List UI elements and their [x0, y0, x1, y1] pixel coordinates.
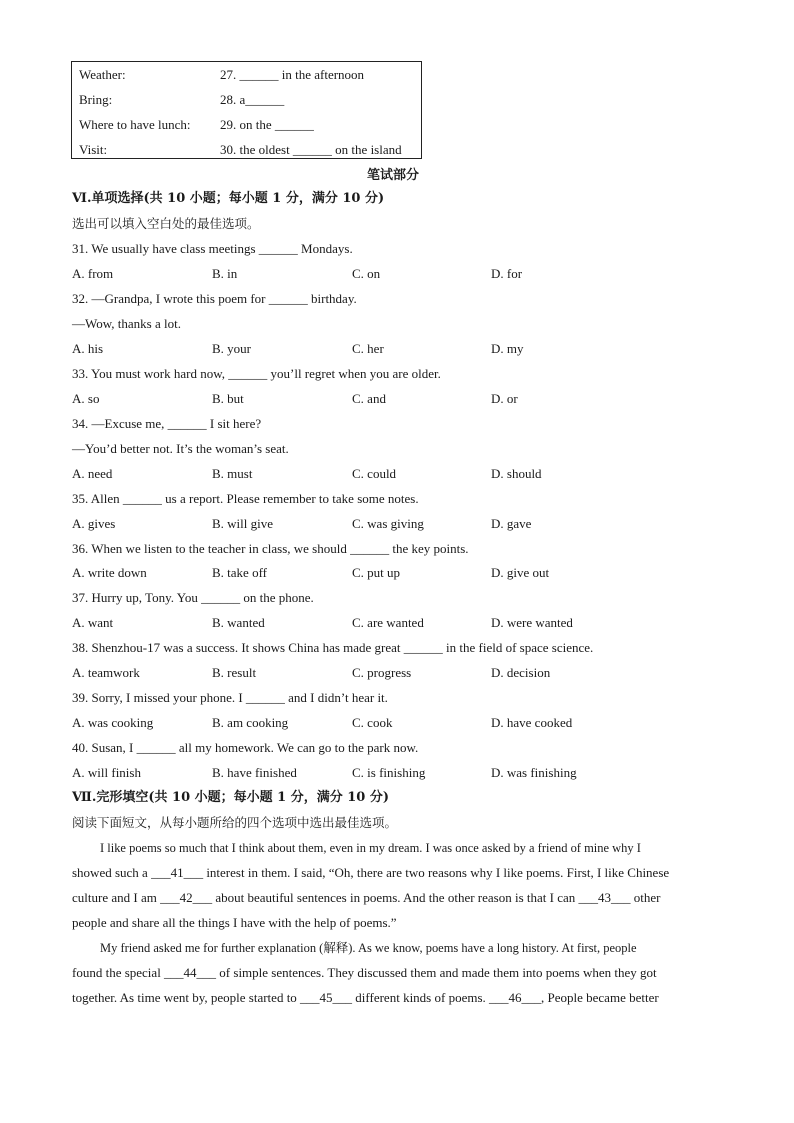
passage-line: together. As time went by, people started to ___45___ different kinds of poems. ___46___, People became better	[72, 990, 659, 1005]
option-c: C. was giving	[352, 516, 424, 531]
option-b: B. your	[212, 341, 251, 356]
option-d: D. should	[491, 466, 542, 481]
info-row-lunch	[72, 112, 421, 137]
info-value: 27. ______ in the afternoon	[220, 67, 365, 82]
question-36: 36. When we listen to the teacher in class, we should ______ the key points.	[72, 541, 469, 556]
question-32: 32. —Grandpa, I wrote this poem for ______ birthday.	[72, 291, 357, 306]
question-31: 31. We usually have class meetings ______ Mondays.	[72, 241, 353, 256]
option-d: D. for	[491, 266, 523, 281]
option-d: D. give out	[491, 565, 550, 580]
option-b: B. have finished	[212, 765, 297, 780]
option-a: A. so	[72, 391, 100, 406]
section-6-instruction: 选出可以填入空白处的最佳选项。	[72, 216, 260, 231]
question-33: 33. You must work hard now, ______ you’ll regret when you are older.	[72, 366, 441, 381]
option-b: B. but	[212, 391, 244, 406]
info-label: Visit:	[79, 142, 108, 157]
option-a: A. write down	[72, 565, 147, 580]
option-a: A. from	[72, 266, 114, 281]
option-c: C. cook	[352, 715, 393, 730]
option-d: D. my	[491, 341, 524, 356]
info-row-visit	[72, 137, 421, 162]
section-7-title: Ⅶ.完形填空(共 10 小题；每小题 1 分，满分 10 分)	[72, 790, 390, 805]
info-label: Bring:	[79, 92, 113, 107]
option-b: B. am cooking	[212, 715, 289, 730]
option-c: C. put up	[352, 565, 401, 580]
option-c: C. is finishing	[352, 765, 426, 780]
option-d: D. have cooked	[491, 715, 573, 730]
passage-line: showed such a ___41___ interest in them. I said, “Oh, there are two reasons why I like poems. First, I like Chinese	[72, 865, 670, 880]
info-row-weather	[72, 62, 421, 87]
info-row-bring	[72, 87, 421, 112]
info-value: 28. a______	[220, 92, 285, 107]
option-a: A. teamwork	[72, 665, 140, 680]
option-c: C. her	[352, 341, 384, 356]
info-value: 30. the oldest ______ on the island	[220, 142, 402, 157]
option-c: C. could	[352, 466, 397, 481]
option-a: A. need	[72, 466, 113, 481]
info-label: Weather:	[79, 67, 126, 82]
option-a: A. want	[72, 615, 114, 630]
question-40: 40. Susan, I ______ all my homework. We can go to the park now.	[72, 740, 419, 755]
option-b: B. wanted	[212, 615, 265, 630]
passage-line: people and share all the things I have with the help of poems.”	[72, 915, 397, 930]
option-d: D. was finishing	[491, 765, 577, 780]
question-35: 35. Allen ______ us a report. Please remember to take some notes.	[72, 491, 419, 506]
passage-line: My friend asked me for further explanation (解释). As we know, poems have a long history. At first, people	[100, 941, 637, 955]
option-a: A. gives	[72, 516, 116, 531]
option-c: C. progress	[352, 665, 412, 680]
option-b: B. result	[212, 665, 257, 680]
option-c: C. on	[352, 266, 381, 281]
option-a: A. was cooking	[72, 715, 154, 730]
question-32-reply: —Wow, thanks a lot.	[72, 316, 181, 331]
passage-line: culture and I am ___42___ about beautiful sentences in poems. And the other reason is that I can ___43___ other	[72, 890, 661, 905]
written-part-title: 笔试部分	[367, 168, 420, 183]
option-a: A. will finish	[72, 765, 141, 780]
question-37: 37. Hurry up, Tony. You ______ on the phone.	[72, 590, 314, 605]
option-d: D. were wanted	[491, 615, 573, 630]
info-table	[71, 61, 422, 159]
question-38: 38. Shenzhou-17 was a success. It shows China has made great ______ in the field of space science.	[72, 640, 594, 655]
option-b: B. must	[212, 466, 253, 481]
info-label: Where to have lunch:	[79, 117, 191, 132]
info-value: 29. on the ______	[220, 117, 314, 132]
passage-line: found the special ___44___ of simple sentences. They discussed them and made them into poems when they got	[72, 965, 657, 980]
section-6-title: Ⅵ.单项选择(共 10 小题；每小题 1 分，满分 10 分)	[72, 191, 385, 206]
section-7-instruction: 阅读下面短文，从每小题所给的四个选项中选出最佳选项。	[72, 815, 398, 830]
option-d: D. or	[491, 391, 518, 406]
option-d: D. decision	[491, 665, 551, 680]
option-b: B. take off	[212, 565, 267, 580]
option-c: C. are wanted	[352, 615, 424, 630]
option-b: B. in	[212, 266, 238, 281]
question-34: 34. —Excuse me, ______ I sit here?	[72, 416, 262, 431]
option-d: D. gave	[491, 516, 532, 531]
option-b: B. will give	[212, 516, 274, 531]
question-39: 39. Sorry, I missed your phone. I ______ and I didn’t hear it.	[72, 690, 388, 705]
option-a: A. his	[72, 341, 104, 356]
option-c: C. and	[352, 391, 386, 406]
question-34-reply: —You’d better not. It’s the woman’s seat.	[72, 441, 289, 456]
passage-line: I like poems so much that I think about them, even in my dream. I was once asked by a friend of mine why I	[100, 841, 641, 855]
